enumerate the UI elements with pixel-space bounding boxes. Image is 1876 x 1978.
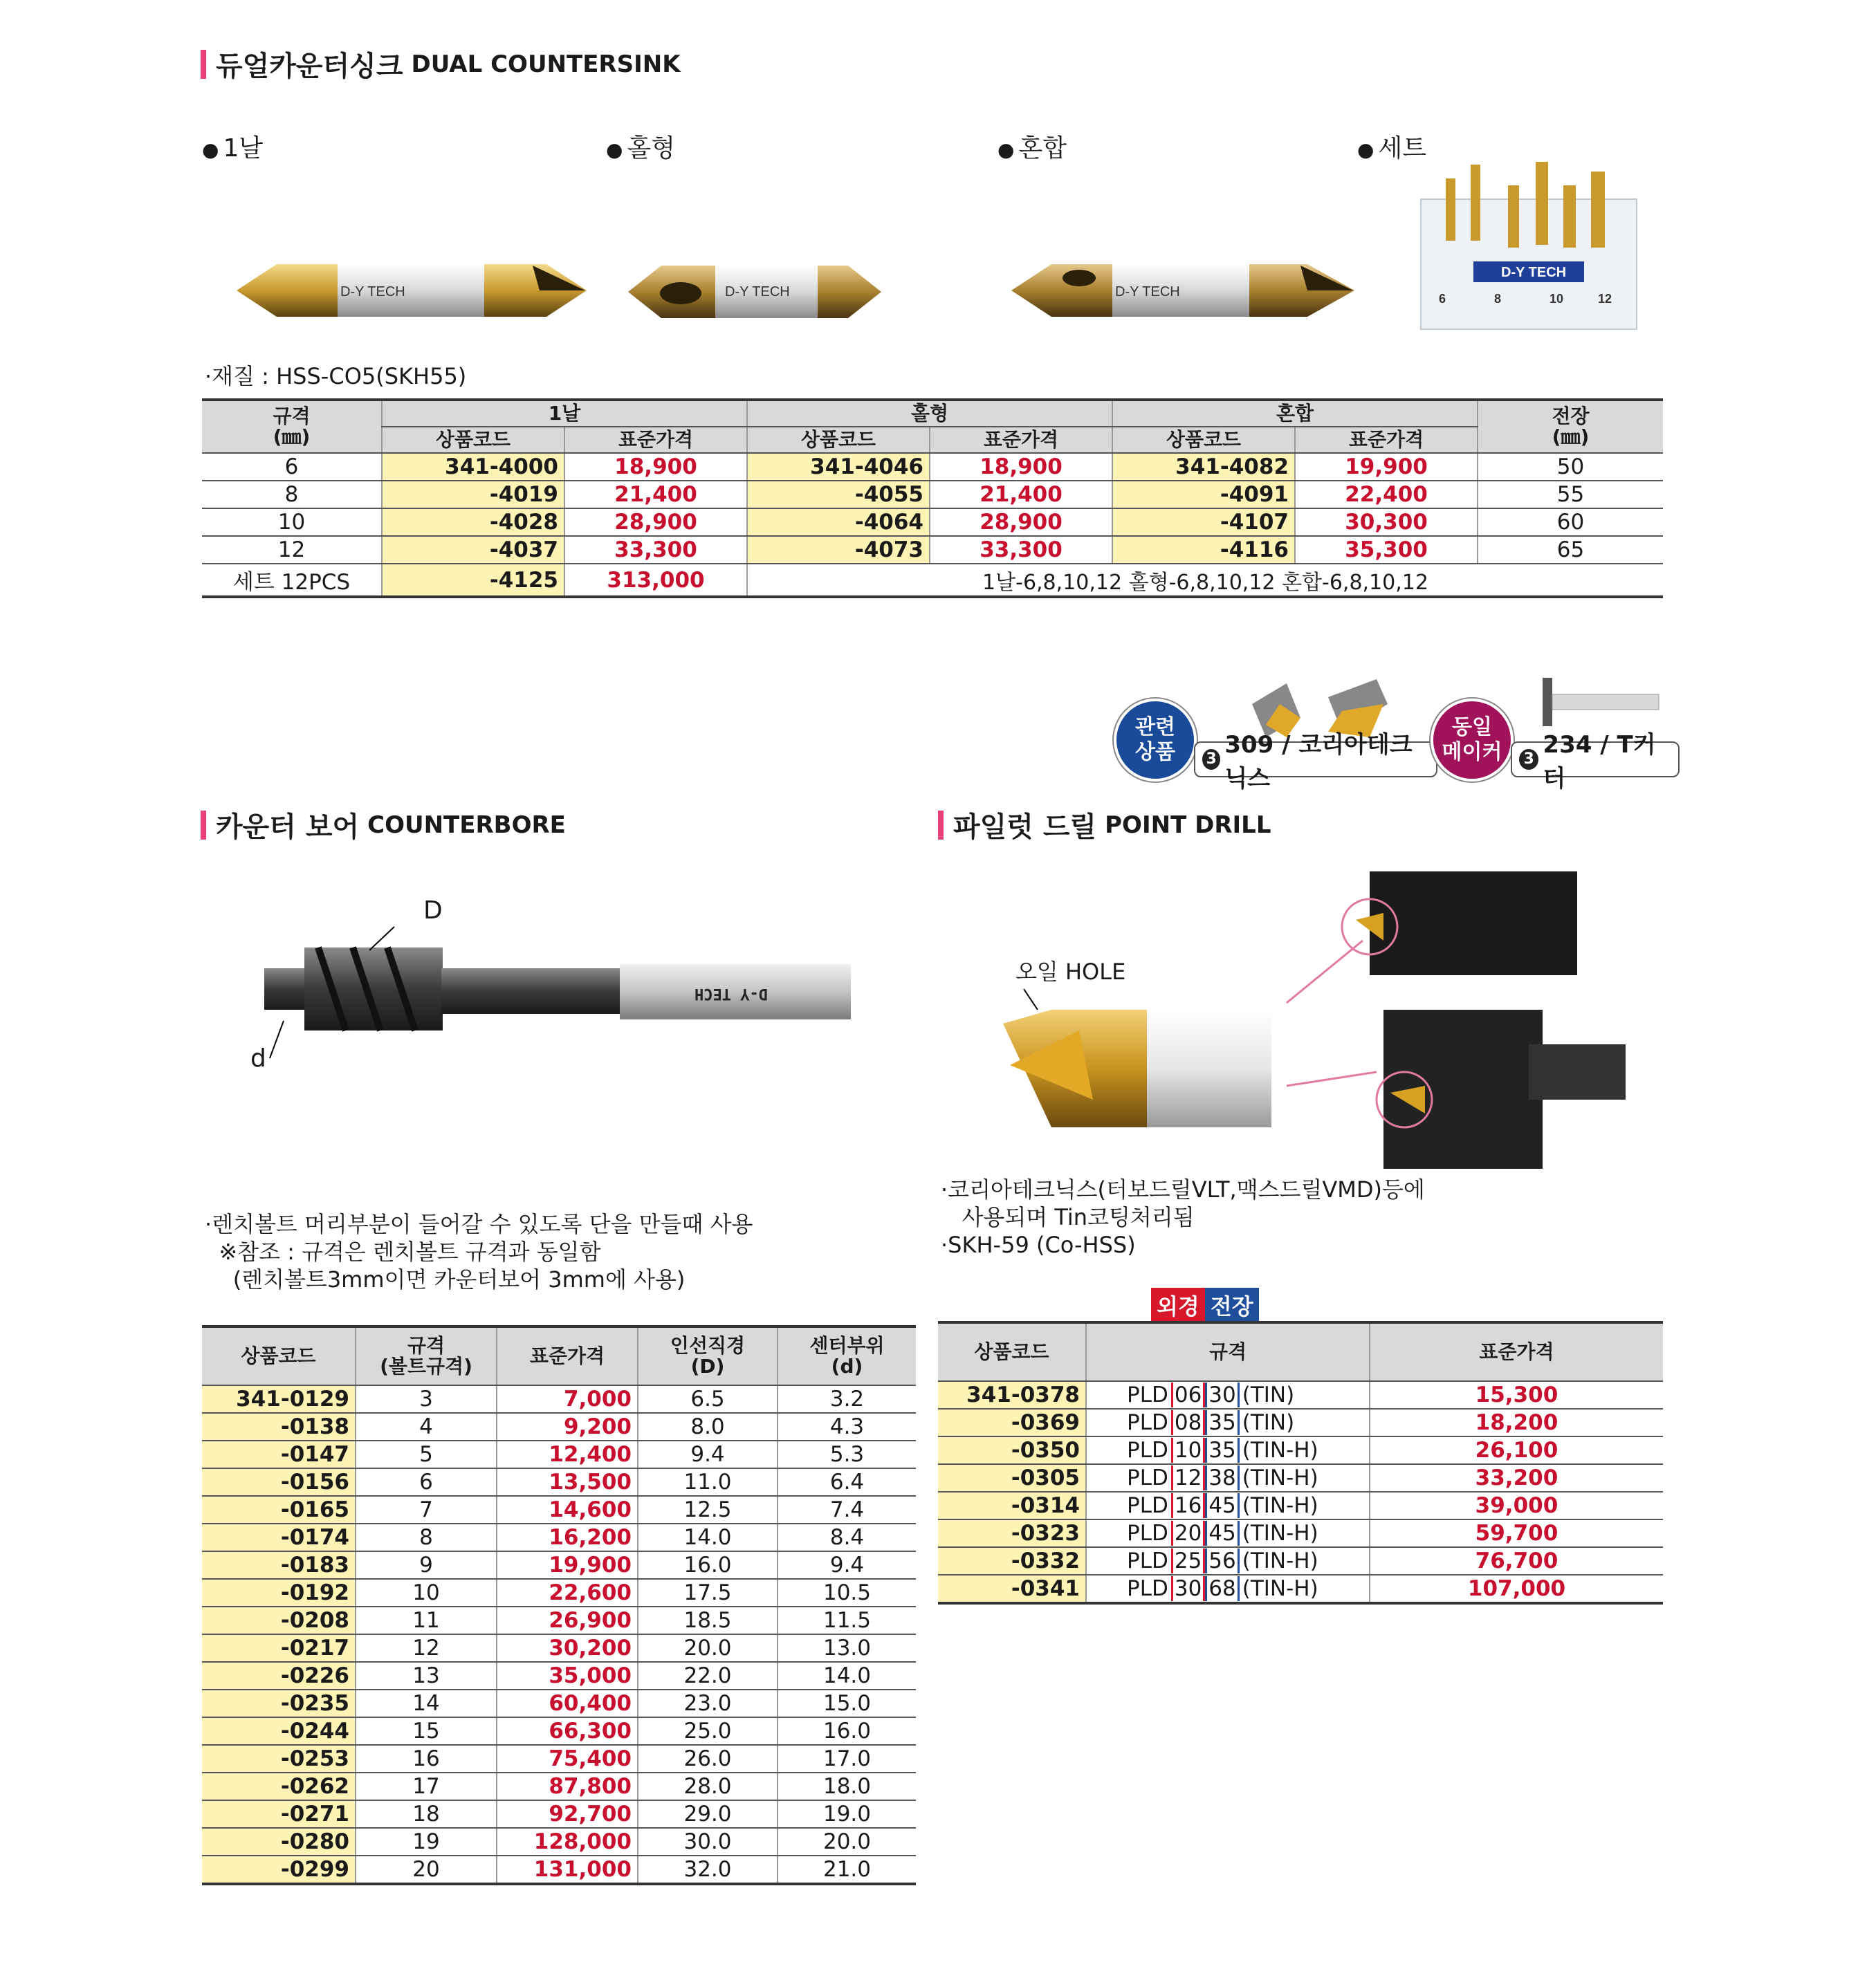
cell-code: 341-4046	[747, 453, 930, 481]
cell-code: -0156	[202, 1468, 356, 1496]
cell-code: -0208	[202, 1607, 356, 1634]
cell-price: 33,300	[564, 536, 747, 564]
cell-code: -0183	[202, 1551, 356, 1579]
cell-code: -4073	[747, 536, 930, 564]
material-note: ·재질 : HSS-CO5(SKH55)	[205, 363, 467, 389]
spec-suffix: (TIN-H)	[1242, 1521, 1318, 1546]
table-row	[202, 1524, 916, 1551]
cell-center: 16.0	[778, 1717, 916, 1745]
bullet-hole-type: ● 홀형	[606, 129, 675, 164]
cell-price: 18,900	[564, 453, 747, 481]
bullet-mixed: ● 혼합	[997, 129, 1067, 164]
col-header-code: 상품코드	[938, 1322, 1086, 1381]
cell-price: 87,800	[497, 1773, 638, 1800]
cell-price: 21,400	[930, 481, 1112, 508]
cell-spec: 20	[356, 1856, 497, 1884]
cell-spec: 14	[356, 1690, 497, 1717]
table-row	[938, 1492, 1663, 1519]
cell-price: 128,000	[497, 1828, 638, 1856]
cell-price: 33,300	[930, 536, 1112, 564]
cell-code: -0165	[202, 1496, 356, 1524]
cell-price: 39,000	[1370, 1492, 1663, 1519]
spec-prefix: PLD	[1127, 1410, 1168, 1435]
table-row	[202, 1773, 916, 1800]
spec-length: 68	[1205, 1576, 1239, 1601]
counterbore-tool-image	[242, 892, 865, 1072]
cell-diameter: 20.0	[638, 1634, 778, 1662]
table-row	[202, 508, 1663, 536]
table-row	[938, 1436, 1663, 1464]
cell-price: 107,000	[1370, 1575, 1663, 1603]
spec-outer-diameter: 16	[1171, 1493, 1205, 1518]
cell-code: -4116	[1112, 536, 1295, 564]
cell-spec	[1086, 1464, 1370, 1492]
tool-brand-text: D-Y TECH	[340, 284, 405, 299]
table-row	[202, 1662, 916, 1690]
table-row	[202, 1690, 916, 1717]
cell-spec: 11	[356, 1607, 497, 1634]
cell-code: -4064	[747, 508, 930, 536]
cell-center: 18.0	[778, 1773, 916, 1800]
cell-price: 30,200	[497, 1634, 638, 1662]
cell-price: 28,900	[564, 508, 747, 536]
page-number-icon: 3	[1519, 749, 1538, 770]
dual-countersink-hole-image	[627, 257, 883, 326]
table-row	[202, 1413, 916, 1441]
cell-price: 9,200	[497, 1413, 638, 1441]
table-row	[202, 536, 1663, 564]
related-product-text: 309 / 코리아테크닉스	[1224, 731, 1413, 793]
spec-outer-diameter: 10	[1171, 1438, 1205, 1463]
cell-spec: 12	[356, 1634, 497, 1662]
cell-diameter: 26.0	[638, 1745, 778, 1773]
table-row	[202, 1579, 916, 1607]
cell-price: 19,900	[497, 1551, 638, 1579]
cell-spec: 6	[202, 453, 382, 481]
cell-code: -0244	[202, 1717, 356, 1745]
cell-code: -4125	[382, 564, 564, 597]
cell-price: 76,700	[1370, 1547, 1663, 1575]
same-maker-image	[1522, 678, 1660, 726]
cell-code: 341-4082	[1112, 453, 1295, 481]
cell-code: -0271	[202, 1800, 356, 1828]
cell-center: 15.0	[778, 1690, 916, 1717]
cell-spec: 7	[356, 1496, 497, 1524]
cell-price: 21,400	[564, 481, 747, 508]
cell-code: -0332	[938, 1547, 1086, 1575]
bullet-single-flute: ● 1날	[202, 129, 263, 164]
cell-spec: 17	[356, 1773, 497, 1800]
cell-price: 19,900	[1295, 453, 1478, 481]
same-maker-badge: 동일 메이커	[1431, 699, 1514, 782]
cell-diameter: 22.0	[638, 1662, 778, 1690]
spec-length: 30	[1205, 1383, 1239, 1407]
cell-code: -0217	[202, 1634, 356, 1662]
cell-price: 35,300	[1295, 536, 1478, 564]
cell-spec	[1086, 1519, 1370, 1547]
cell-diameter: 18.5	[638, 1607, 778, 1634]
col-header-price: 표준가격	[1295, 427, 1478, 453]
cell-price: 30,300	[1295, 508, 1478, 536]
page-number-icon: 3	[1202, 749, 1220, 770]
tool-brand-text: D-Y TECH	[1115, 284, 1180, 299]
cell-diameter: 11.0	[638, 1468, 778, 1496]
cell-spec: 13	[356, 1662, 497, 1690]
spec-outer-diameter: 30	[1171, 1576, 1205, 1601]
cell-code: -4019	[382, 481, 564, 508]
cell-spec: 3	[356, 1385, 497, 1413]
cell-code: -0299	[202, 1856, 356, 1884]
counterbore-notes: ·렌치볼트 머리부분이 들어갈 수 있도록 단을 만들때 사용 ※참조 : 규격은 렌치볼트 규격과 동일함 (렌치볼트3mm이면 카운터보어 3mm에 사용)	[205, 1211, 753, 1293]
section-title-ko: 카운터 보어	[216, 811, 360, 843]
cell-spec	[1086, 1436, 1370, 1464]
cell-spec: 6	[356, 1468, 497, 1496]
cell-code: -0138	[202, 1413, 356, 1441]
cell-code: -0226	[202, 1662, 356, 1690]
col-header-price: 표준가격	[930, 427, 1112, 453]
table-row	[202, 1800, 916, 1828]
cell-diameter: 17.5	[638, 1579, 778, 1607]
cell-code: -0350	[938, 1436, 1086, 1464]
spec-outer-diameter: 25	[1171, 1549, 1205, 1573]
col-header-spec: 규격 (㎜)	[202, 400, 382, 453]
cell-code: -4107	[1112, 508, 1295, 536]
table-row	[202, 481, 1663, 508]
dual-countersink-table	[202, 398, 1663, 598]
label-D: D	[423, 896, 443, 925]
cell-length: 60	[1478, 508, 1663, 536]
col-header-code: 상품코드	[202, 1327, 356, 1385]
spec-suffix: (TIN-H)	[1242, 1576, 1318, 1601]
spec-suffix: (TIN-H)	[1242, 1466, 1318, 1490]
table-row	[202, 1441, 916, 1468]
cell-price: 14,600	[497, 1496, 638, 1524]
related-product-reference[interactable]	[1194, 731, 1437, 793]
cell-code: -0369	[938, 1409, 1086, 1436]
related-product-badge: 관련 상품	[1114, 699, 1197, 782]
cell-center: 11.5	[778, 1607, 916, 1634]
cell-spec: 9	[356, 1551, 497, 1579]
table-row	[202, 1551, 916, 1579]
cell-diameter: 29.0	[638, 1800, 778, 1828]
cell-price: 22,400	[1295, 481, 1478, 508]
cell-length: 65	[1478, 536, 1663, 564]
table-row	[938, 1464, 1663, 1492]
section-title-en: POINT DRILL	[1105, 811, 1271, 839]
col-header-mixed: 혼합	[1112, 400, 1478, 427]
cell-center: 7.4	[778, 1496, 916, 1524]
spec-prefix: PLD	[1127, 1466, 1168, 1490]
cell-spec	[1086, 1409, 1370, 1436]
table-row	[202, 1828, 916, 1856]
table-row	[202, 1634, 916, 1662]
same-maker-text: 234 / T커터	[1543, 731, 1656, 793]
cell-spec	[1086, 1575, 1370, 1603]
spec-length: 56	[1205, 1549, 1239, 1573]
cell-code: -0262	[202, 1773, 356, 1800]
cell-price: 60,400	[497, 1690, 638, 1717]
counterbore-table	[202, 1325, 916, 1885]
cell-price: 26,900	[497, 1607, 638, 1634]
spec-suffix: (TIN)	[1242, 1383, 1295, 1407]
table-row	[938, 1519, 1663, 1547]
cell-spec: 8	[356, 1524, 497, 1551]
col-header-code: 상품코드	[1112, 427, 1295, 453]
cell-spec: 15	[356, 1717, 497, 1745]
table-row	[202, 1607, 916, 1634]
cell-diameter: 16.0	[638, 1551, 778, 1579]
section-title-point-drill	[938, 805, 1271, 844]
col-header-code: 상품코드	[382, 427, 564, 453]
label-d: d	[250, 1044, 266, 1073]
cell-code: -0314	[938, 1492, 1086, 1519]
section-title-ko: 듀얼카운터싱크	[216, 50, 403, 82]
cell-code: 341-0378	[938, 1381, 1086, 1409]
cell-code: -0174	[202, 1524, 356, 1551]
cell-spec: 8	[202, 481, 382, 508]
spec-outer-diameter: 20	[1171, 1521, 1205, 1546]
cell-spec: 12	[202, 536, 382, 564]
cell-price: 59,700	[1370, 1519, 1663, 1547]
cell-diameter: 23.0	[638, 1690, 778, 1717]
spec-prefix: PLD	[1127, 1521, 1168, 1546]
cell-code: -4091	[1112, 481, 1295, 508]
point-drill-image	[996, 865, 1646, 1196]
bullet-set: ● 세트	[1357, 129, 1426, 164]
cell-price: 92,700	[497, 1800, 638, 1828]
section-title-ko: 파일럿 드릴	[953, 811, 1097, 843]
cell-diameter: 30.0	[638, 1828, 778, 1856]
cell-price: 131,000	[497, 1856, 638, 1884]
cell-code: -4055	[747, 481, 930, 508]
col-header-code: 상품코드	[747, 427, 930, 453]
cell-length: 50	[1478, 453, 1663, 481]
dual-countersink-1flute-image	[235, 256, 588, 325]
cell-spec: 세트 12PCS	[202, 564, 382, 597]
section-accent-bar	[938, 811, 944, 840]
dual-countersink-mixed-image	[1010, 256, 1356, 325]
spec-prefix: PLD	[1127, 1383, 1168, 1407]
cell-center: 8.4	[778, 1524, 916, 1551]
set-slot-8: 8	[1494, 292, 1502, 306]
spec-prefix: PLD	[1127, 1576, 1168, 1601]
cell-price: 13,500	[497, 1468, 638, 1496]
spec-suffix: (TIN-H)	[1242, 1438, 1318, 1463]
cell-diameter: 14.0	[638, 1524, 778, 1551]
table-row	[938, 1547, 1663, 1575]
col-header-hole: 홀형	[747, 400, 1112, 427]
spec-length: 38	[1205, 1466, 1239, 1490]
cell-center: 19.0	[778, 1800, 916, 1828]
cell-length: 55	[1478, 481, 1663, 508]
spec-length: 45	[1205, 1521, 1239, 1546]
spec-suffix: (TIN)	[1242, 1410, 1295, 1435]
cell-diameter: 28.0	[638, 1773, 778, 1800]
col-header-spec: 규격 (볼트규격)	[356, 1327, 497, 1385]
table-row	[938, 1575, 1663, 1603]
cell-spec: 4	[356, 1413, 497, 1441]
cell-center: 5.3	[778, 1441, 916, 1468]
col-header-spec: 규격	[1086, 1322, 1370, 1381]
col-header-length: 전장 (㎜)	[1478, 400, 1663, 453]
cell-code: -0235	[202, 1690, 356, 1717]
spec-outer-diameter: 06	[1171, 1383, 1205, 1407]
cell-spec	[1086, 1492, 1370, 1519]
table-row	[202, 1745, 916, 1773]
cell-spec: 19	[356, 1828, 497, 1856]
cell-code: -0280	[202, 1828, 356, 1856]
section-accent-bar	[201, 50, 206, 79]
table-row	[938, 1409, 1663, 1436]
cell-code: -0341	[938, 1575, 1086, 1603]
cell-price: 22,600	[497, 1579, 638, 1607]
table-row	[202, 1468, 916, 1496]
table-row	[202, 1385, 916, 1413]
col-header-price: 표준가격	[497, 1327, 638, 1385]
set-slot-10: 10	[1549, 292, 1564, 306]
spec-prefix: PLD	[1127, 1493, 1168, 1518]
set-slot-12: 12	[1598, 292, 1612, 306]
cell-price: 16,200	[497, 1524, 638, 1551]
cell-spec: 16	[356, 1745, 497, 1773]
cell-code: -4037	[382, 536, 564, 564]
point-drill-notes: ·코리아테크닉스(터보드릴VLT,맥스드릴VMD)등에 사용되며 Tin코팅처리됨 ·SKH-59 (Co-HSS)	[941, 1176, 1425, 1258]
spec-length: 35	[1205, 1438, 1239, 1463]
cell-price: 18,900	[930, 453, 1112, 481]
section-title-counterbore	[201, 805, 566, 844]
cell-code: -4028	[382, 508, 564, 536]
cell-center: 20.0	[778, 1828, 916, 1856]
cell-diameter: 32.0	[638, 1856, 778, 1884]
spec-outer-diameter: 08	[1171, 1410, 1205, 1435]
cell-price: 7,000	[497, 1385, 638, 1413]
section-accent-bar	[201, 811, 206, 840]
cell-code: -0192	[202, 1579, 356, 1607]
cell-code: -0147	[202, 1441, 356, 1468]
legend-outer-diameter: 외경	[1151, 1288, 1205, 1322]
col-header-1flute: 1날	[382, 400, 747, 427]
cell-code: 341-0129	[202, 1385, 356, 1413]
cell-price: 33,200	[1370, 1464, 1663, 1492]
cell-set-description: 1날-6,8,10,12 홀형-6,8,10,12 혼합-6,8,10,12	[747, 564, 1663, 597]
col-header-price: 표준가격	[564, 427, 747, 453]
cell-price: 66,300	[497, 1717, 638, 1745]
cell-price: 12,400	[497, 1441, 638, 1468]
table-row	[938, 1381, 1663, 1409]
cell-spec: 5	[356, 1441, 497, 1468]
cell-center: 21.0	[778, 1856, 916, 1884]
dual-countersink-set-image	[1418, 158, 1639, 331]
cell-code: -0305	[938, 1464, 1086, 1492]
cell-price: 75,400	[497, 1745, 638, 1773]
cell-spec: 10	[202, 508, 382, 536]
cell-center: 17.0	[778, 1745, 916, 1773]
spec-outer-diameter: 12	[1171, 1466, 1205, 1490]
section-title-en: DUAL COUNTERSINK	[411, 50, 681, 78]
section-title-dual-countersink	[201, 44, 681, 84]
counterbore-brand-text: D-Y TECH	[695, 985, 768, 1002]
cell-center: 3.2	[778, 1385, 916, 1413]
cell-center: 10.5	[778, 1579, 916, 1607]
cell-center: 4.3	[778, 1413, 916, 1441]
spec-legend	[1151, 1288, 1259, 1322]
spec-suffix: (TIN-H)	[1242, 1549, 1318, 1573]
table-row	[202, 1496, 916, 1524]
table-row-set	[202, 564, 1663, 597]
tool-brand-text: D-Y TECH	[725, 284, 790, 299]
cell-center: 6.4	[778, 1468, 916, 1496]
spec-prefix: PLD	[1127, 1549, 1168, 1573]
cell-spec	[1086, 1381, 1370, 1409]
cell-spec: 10	[356, 1579, 497, 1607]
cell-price: 28,900	[930, 508, 1112, 536]
same-maker-reference[interactable]	[1511, 731, 1680, 793]
cell-price: 35,000	[497, 1662, 638, 1690]
point-drill-table	[938, 1321, 1663, 1605]
cell-price: 313,000	[564, 564, 747, 597]
cell-price: 15,300	[1370, 1381, 1663, 1409]
cell-diameter: 8.0	[638, 1413, 778, 1441]
cell-center: 14.0	[778, 1662, 916, 1690]
spec-length: 35	[1205, 1410, 1239, 1435]
cell-code: -0253	[202, 1745, 356, 1773]
cell-diameter: 6.5	[638, 1385, 778, 1413]
legend-length: 전장	[1205, 1288, 1259, 1322]
table-row	[202, 1856, 916, 1884]
set-brand-text: D-Y TECH	[1501, 265, 1567, 280]
cell-center: 13.0	[778, 1634, 916, 1662]
col-header-center: 센터부위 (d)	[778, 1327, 916, 1385]
section-title-en: COUNTERBORE	[367, 811, 566, 839]
cell-price: 18,200	[1370, 1409, 1663, 1436]
cell-code: -0323	[938, 1519, 1086, 1547]
cell-center: 9.4	[778, 1551, 916, 1579]
cell-diameter: 25.0	[638, 1717, 778, 1745]
cell-diameter: 12.5	[638, 1496, 778, 1524]
cell-diameter: 9.4	[638, 1441, 778, 1468]
set-slot-6: 6	[1439, 292, 1446, 306]
cell-code: 341-4000	[382, 453, 564, 481]
table-row	[202, 1717, 916, 1745]
oil-hole-label: 오일 HOLE	[1015, 959, 1126, 985]
col-header-price: 표준가격	[1370, 1322, 1663, 1381]
spec-length: 45	[1205, 1493, 1239, 1518]
cell-spec	[1086, 1547, 1370, 1575]
cell-price: 26,100	[1370, 1436, 1663, 1464]
col-header-diameter: 인선직경 (D)	[638, 1327, 778, 1385]
spec-prefix: PLD	[1127, 1438, 1168, 1463]
table-row	[202, 453, 1663, 481]
spec-suffix: (TIN-H)	[1242, 1493, 1318, 1518]
cell-spec: 18	[356, 1800, 497, 1828]
